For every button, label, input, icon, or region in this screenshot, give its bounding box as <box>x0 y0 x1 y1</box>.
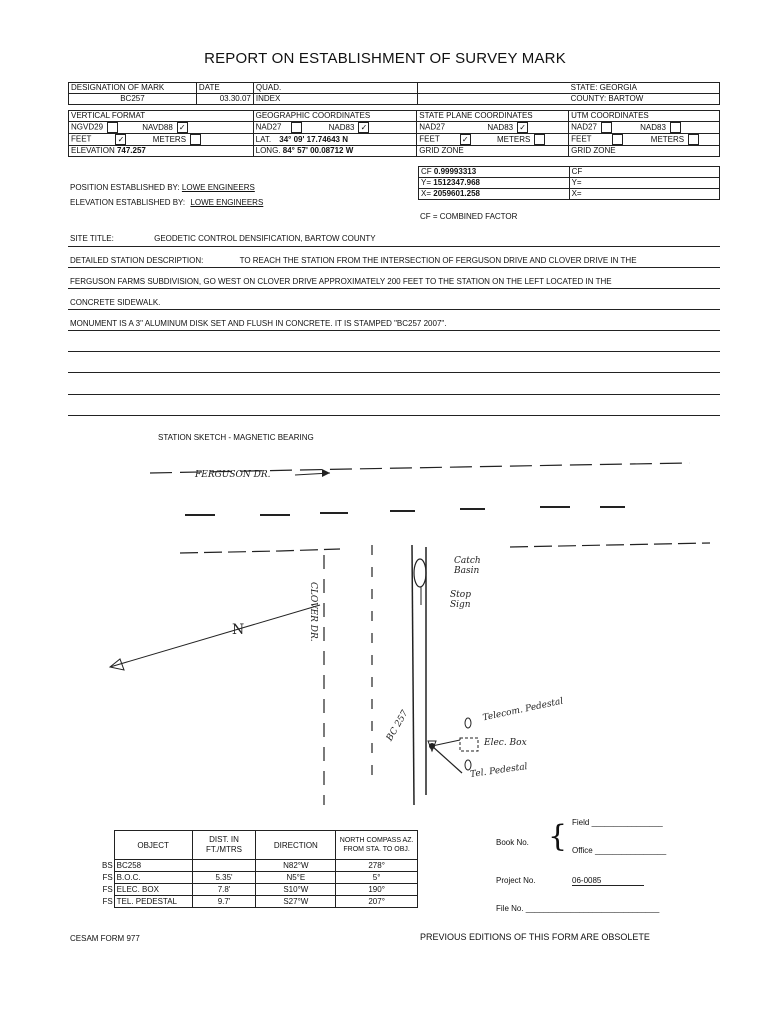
sp-meters-checkbox[interactable] <box>534 134 545 145</box>
rule-line <box>68 330 720 331</box>
elevation-established <box>70 198 263 207</box>
sp-x-value: 2059601.258 <box>433 189 480 198</box>
designation-value: BC257 <box>69 94 197 105</box>
site-title-row <box>70 234 376 243</box>
utm-cf-label: CF <box>569 167 719 178</box>
long-label: LONG. <box>255 146 281 155</box>
bc257-label: BC 257 <box>385 708 411 743</box>
long-value: 84° 57' 00.08712 W <box>282 146 354 155</box>
file-line: File No. ______________________________ <box>496 904 660 913</box>
sp-cf-label: CF <box>421 167 432 176</box>
north-label: N <box>232 622 245 638</box>
table-row: FS B.O.C. 5.35' N5°E 5° <box>100 872 418 884</box>
rule-line <box>68 309 720 310</box>
rule-line <box>68 267 720 268</box>
navd88-checkbox[interactable]: ✓ <box>177 122 188 133</box>
geo-nad27-checkbox[interactable] <box>291 122 302 133</box>
sp-nad83-label: NAD83 <box>487 122 514 132</box>
geographic-label: GEOGRAPHIC COORDINATES <box>253 111 417 122</box>
book-label: Book No. <box>496 838 529 847</box>
position-value: LOWE ENGINEERS <box>181 183 255 192</box>
utm-meters-label: METERS <box>650 134 685 144</box>
description-row <box>70 256 637 265</box>
site-title-value: GEODETIC CONTROL DENSIFICATION, BARTOW COUNTY <box>154 234 376 243</box>
vert-feet-checkbox[interactable]: ✓ <box>115 134 126 145</box>
stop-sign-label: Stop Sign <box>450 590 471 610</box>
geo-nad83-checkbox[interactable]: ✓ <box>358 122 369 133</box>
sp-x-label: X= <box>421 189 432 198</box>
sketch-label: STATION SKETCH - MAGNETIC BEARING <box>158 433 314 442</box>
elevation-est-label: ELEVATION ESTABLISHED BY: <box>70 198 186 207</box>
description-label: DETAILED STATION DESCRIPTION: <box>70 256 204 265</box>
utm-label: UTM COORDINATES <box>569 111 720 122</box>
coordinate-grid <box>68 110 720 157</box>
county-value: COUNTY: BARTOW <box>569 94 720 105</box>
sp-y-label: Y= <box>421 178 432 187</box>
description-line-2: FERGUSON FARMS SUBDIVISION, GO WEST ON CLOVER DRIVE APPROXIMATELY 200 FEET TO THE STATION ON THE LEFT LOCATED IN THE <box>70 277 612 286</box>
position-label: POSITION ESTABLISHED BY: <box>70 183 180 192</box>
rule-line <box>68 351 720 352</box>
office-line: Office ________________ <box>572 846 667 855</box>
utm-nad27-checkbox[interactable] <box>601 122 612 133</box>
designation-label: DESIGNATION OF MARK <box>69 83 197 94</box>
utm-meters-checkbox[interactable] <box>688 134 699 145</box>
ferguson-label: FERGUSON DR. <box>195 470 271 480</box>
description-line-3: CONCRETE SIDEWALK. <box>70 298 161 307</box>
sp-meters-label: METERS <box>496 134 531 144</box>
rule-line <box>68 246 720 247</box>
col-direction: DIRECTION <box>256 831 336 860</box>
page-title: REPORT ON ESTABLISHMENT OF SURVEY MARK <box>204 50 566 67</box>
sp-nad27-label: NAD27 <box>419 122 446 132</box>
date-label: DATE <box>196 83 253 94</box>
rule-line <box>68 394 720 395</box>
utm-y-label: Y= <box>569 178 719 189</box>
form-number: CESAM FORM 977 <box>70 934 140 943</box>
rule-line <box>68 288 720 289</box>
cf-note: CF = COMBINED FACTOR <box>420 212 518 221</box>
quad-value: INDEX <box>253 94 417 105</box>
utm-grid-zone: GRID ZONE <box>569 146 720 157</box>
vert-meters-label: METERS <box>152 134 187 144</box>
rule-line <box>68 415 720 416</box>
ngvd29-checkbox[interactable] <box>107 122 118 133</box>
col-dist: DIST. IN FT./MTRS <box>192 831 256 860</box>
navd88-label: NAVD88 <box>142 122 173 132</box>
table-row: FS TEL. PEDESTAL 9.7' S27°W 207° <box>100 896 418 908</box>
telecom-label: Telecom. Pedestal <box>481 696 565 724</box>
sp-y-value: 1512347.968 <box>433 178 480 187</box>
geo-nad83-label: NAD83 <box>328 122 355 132</box>
field-line: Field ________________ <box>572 818 663 827</box>
project-label: Project No. <box>496 876 536 885</box>
sp-grid-zone: GRID ZONE <box>417 146 569 157</box>
state-value: STATE: GEORGIA <box>569 83 720 94</box>
sp-feet-checkbox[interactable]: ✓ <box>460 134 471 145</box>
catch-basin-label: Catch Basin <box>454 556 481 576</box>
book-brace: { <box>548 819 568 854</box>
geo-nad27-label: NAD27 <box>255 122 282 132</box>
elec-box-label: Elec. Box <box>484 738 527 748</box>
sp-cf-value: 0.99993313 <box>433 167 477 176</box>
utm-x-label: X= <box>569 189 719 200</box>
table-row: FS ELEC. BOX 7.8' S10°W 190° <box>100 884 418 896</box>
lat-value: 34° 09' 17.74643 N <box>279 134 348 144</box>
coordinate-values-grid <box>418 166 720 200</box>
site-title-label: SITE TITLE: <box>70 234 114 243</box>
quad-label: QUAD. <box>253 83 417 94</box>
col-azimuth: NORTH COMPASS AZ. FROM STA. TO OBJ. <box>336 831 418 860</box>
vertical-format-label: VERTICAL FORMAT <box>69 111 254 122</box>
lat-label: LAT. <box>255 134 272 144</box>
col-object: OBJECT <box>114 831 192 860</box>
position-established <box>70 183 255 192</box>
elevation-label: ELEVATION <box>71 146 115 155</box>
utm-nad83-label: NAD83 <box>640 122 666 132</box>
utm-nad27-label: NAD27 <box>571 122 597 132</box>
vert-feet-label: FEET <box>71 134 92 144</box>
ngvd29-label: NGVD29 <box>71 122 104 132</box>
table-row: BS BC258 N82°W 278° <box>100 860 418 872</box>
sp-nad83-checkbox[interactable]: ✓ <box>517 122 528 133</box>
rule-line <box>68 372 720 373</box>
elevation-value: 747.257 <box>116 146 146 155</box>
sp-feet-label: FEET <box>419 134 440 144</box>
utm-nad83-checkbox[interactable] <box>670 122 681 133</box>
utm-feet-checkbox[interactable] <box>612 134 623 145</box>
object-table <box>100 830 418 908</box>
description-line-1: TO REACH THE STATION FROM THE INTERSECTION OF FERGUSON DRIVE AND CLOVER DRIVE IN THE <box>239 256 637 265</box>
header-grid <box>68 82 720 105</box>
utm-feet-label: FEET <box>571 134 592 144</box>
project-value: 06-0085 <box>572 876 644 886</box>
tel-pedestal-label: Tel. Pedestal <box>469 762 529 780</box>
monument-text: MONUMENT IS A 3" ALUMINUM DISK SET AND FLUSH IN CONCRETE. IT IS STAMPED "BC257 2007". <box>70 319 447 328</box>
station-sketch <box>90 455 730 815</box>
state-plane-label: STATE PLANE COORDINATES <box>417 111 569 122</box>
obsolete-notice: PREVIOUS EDITIONS OF THIS FORM ARE OBSOLETE <box>420 932 650 942</box>
clover-label: CLOVER DR. <box>308 582 318 642</box>
elevation-est-value: LOWE ENGINEERS <box>190 198 264 207</box>
date-value: 03.30.07 <box>196 94 253 105</box>
vert-meters-checkbox[interactable] <box>190 134 201 145</box>
